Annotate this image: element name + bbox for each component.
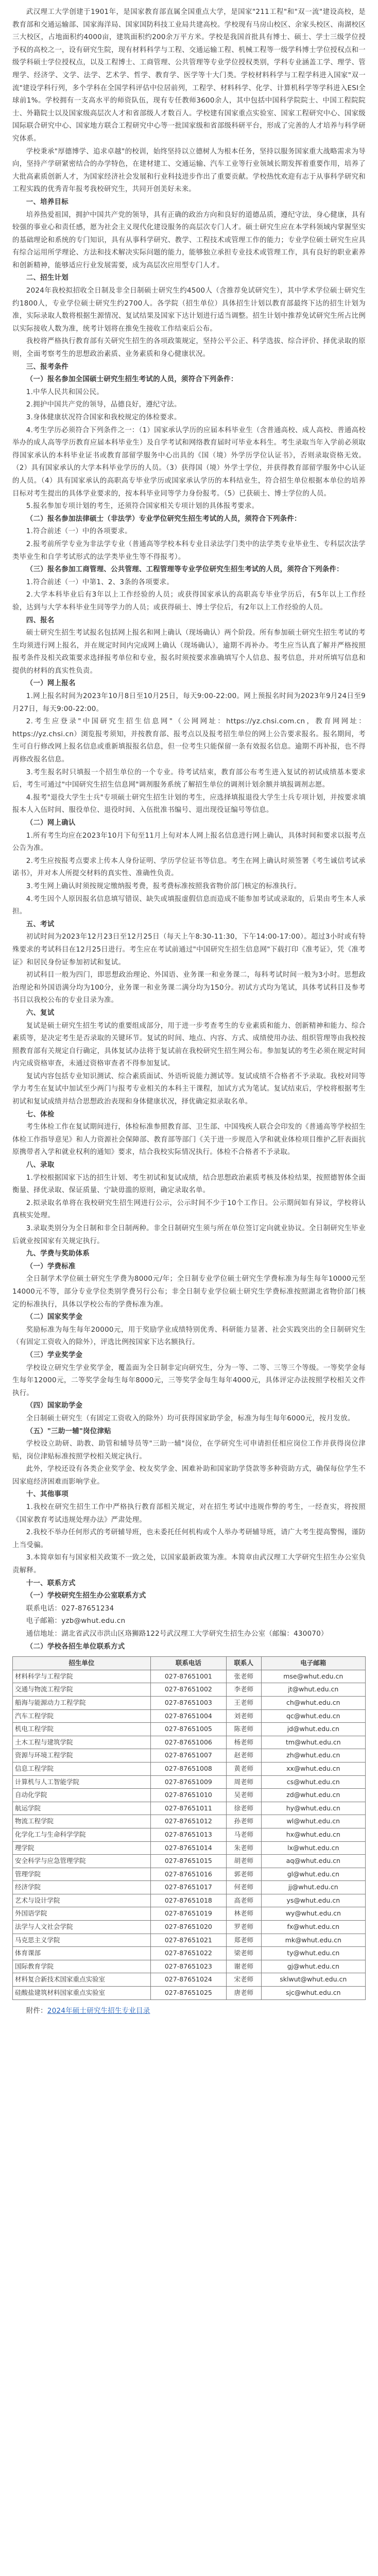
table-row [13, 1960, 366, 1973]
subsection-heading: （二）学校各招生单位联系方式 [26, 1642, 125, 1651]
table-cell: 027-87651001 [150, 1670, 226, 1683]
table-cell: 自动化学院 [13, 1789, 151, 1802]
table-cell: 交通与物流工程学院 [13, 1683, 151, 1697]
section-paragraph: 我校将严格执行教育部有关研究生招生的各项政策规定，坚持公平公正、科学选拔、综合评价、择优录取的原则，全面考察考生的思想政治素质、业务素质和身心健康状况。 [12, 337, 366, 359]
table-cell: 梁老师 [226, 1947, 261, 1960]
table-row [13, 1775, 366, 1789]
subsection-heading: （一）学费标准 [26, 1262, 76, 1270]
table-cell: 经济学院 [13, 1881, 151, 1894]
table-cell[interactable]: mk@whut.edu.cn [261, 1934, 365, 1947]
section-heading: 一、培养目标 [26, 198, 68, 206]
table-row [13, 1894, 366, 1907]
section-paragraph: 2.我校不举办任何形式的考研辅导班，也未委托任何机构或个人举办考研辅导班，请广大考生提高警惕，谨防上当受骗。 [12, 1529, 366, 1549]
table-row [13, 1947, 366, 1960]
table-header-cell: 电子邮箱 [261, 1657, 365, 1670]
attachment-line [12, 2005, 366, 2018]
table-cell[interactable]: zd@whut.edu.cn [261, 1789, 365, 1802]
section-paragraph: 初试科目一般为四门，即思想政治理论、外国语、业务课一和业务课二，每科考试时间一般为3小时。思想政治理论和外国语满分均为100分，业务课一和业务课二满分均为150分。初试方式均为笔试，具体考试科目及参考书目以我校公布的专业目录为准。 [12, 971, 366, 1005]
table-cell[interactable]: ch@whut.edu.cn [261, 1696, 365, 1709]
section-heading: 二、招生计划 [26, 274, 68, 282]
table-row [13, 1815, 366, 1828]
table-cell: 027-87651016 [150, 1868, 226, 1881]
table-cell: 027-87651021 [150, 1934, 226, 1947]
table-cell[interactable]: mse@whut.edu.cn [261, 1670, 365, 1683]
subsection-paragraph: 2.拥护中国共产党的领导，品德良好，遵纪守法。 [26, 401, 181, 409]
subsection-paragraph: 4.考生学历必须符合下列条件之一：（1）国家承认学历的应届本科毕业生（含普通高校、成人高校、普通高校举办的成人高等学历教育应届本科毕业生）及自学考试和网络教育届时可毕业本科生。考生录取当年入学前必须取得国家承认的本科毕业证书或教育部留学服务中心出具的《国（境）外学历学位认证书》，否则录取资格无效。（2）具有国家承认的大学本科毕业学历的人员。（3）获得国（境）外学士学位，并获得教育部留学服务中心认证的人员。（4）具有国家承认的高职高专毕业学历或国家承认学历的本科结业生，符合招生单位根据本单位的培养目标对考生提出的具体学业要求的，按本科毕业同等学力身份报考。（5）已获硕士、博士学位的人员。 [12, 426, 366, 498]
table-cell: 027-87651003 [150, 1696, 226, 1709]
table-cell[interactable]: hx@whut.edu.cn [261, 1828, 365, 1841]
table-cell: 管理学院 [13, 1868, 151, 1881]
subsection-paragraph: 2.考生应登录"中国研究生招生信息网"（公网网址：https://yz.chsi.com.cn，教育网网址：https://yz.chsi.cn）浏览报考须知，并按教育部、报考点以及报考招生单位的网上公告要求报名。报名期间，考生可自行修改网上报名信息或重新填报报名信息，但一位考生只能保留一条有效报名信息。逾期不再补报，也不得再修改报名信息。 [12, 718, 366, 764]
table-cell: 信息工程学院 [13, 1762, 151, 1775]
subsection-paragraph: 1.中华人民共和国公民。 [26, 388, 104, 396]
table-cell[interactable]: hy@whut.edu.cn [261, 1802, 365, 1815]
subsection-heading: （一）学校研究生招生办公室联系方式 [26, 1592, 146, 1600]
table-row [13, 1762, 366, 1775]
table-cell: 郭老师 [226, 1868, 261, 1881]
table-cell: 027-87651025 [150, 1987, 226, 2000]
table-cell[interactable]: ty@whut.edu.cn [261, 1947, 365, 1960]
table-cell[interactable]: tm@whut.edu.cn [261, 1736, 365, 1749]
table-row [13, 1736, 366, 1749]
table-cell: 体育课部 [13, 1947, 151, 1960]
table-cell: 027-87651012 [150, 1815, 226, 1828]
table-row [13, 1921, 366, 1934]
table-cell: 化学化工与生命科学学院 [13, 1828, 151, 1841]
table-row [13, 1881, 366, 1894]
table-row [13, 1828, 366, 1841]
table-cell: 刘老师 [226, 1709, 261, 1723]
table-row [13, 1868, 366, 1881]
subsection-paragraph: 通信地址：湖北省武汉市洪山区珞狮路122号武汉理工大学研究生招生办公室（邮编：430070） [26, 1630, 328, 1638]
subsection-paragraph: 全日制硕士研究生（有固定工资收入的除外）均可获得国家助学金，标准为每生每年6000元，按月发放。 [26, 1414, 355, 1422]
section-heading: 八、录取 [26, 1161, 55, 1170]
table-cell: 027-87651020 [150, 1921, 226, 1934]
table-row [13, 1841, 366, 1855]
table-row [13, 1670, 366, 1683]
table-cell: 027-87651015 [150, 1855, 226, 1868]
table-cell: 汽车工程学院 [13, 1709, 151, 1723]
contact-table [12, 1656, 366, 1999]
table-cell: 027-87651004 [150, 1709, 226, 1723]
table-cell: 徐老师 [226, 1802, 261, 1815]
table-cell: 机电工程学院 [13, 1723, 151, 1736]
table-cell[interactable]: lx@whut.edu.cn [261, 1841, 365, 1855]
table-header-cell: 联系人 [226, 1657, 261, 1670]
section-paragraph: 初试时间为2023年12月23日至12月25日（每天上午8:30-11:30，下午14:00-17:00）。超过3小时或有特殊要求的考试科目在12月25日进行。考生应在考试前通过"中国研究生招生信息网"下载打印《准考证》，凭《准考证》和居民身份证参加初试和复试。 [12, 933, 366, 967]
table-cell: 027-87651013 [150, 1828, 226, 1841]
subsection-paragraph: 3.考生报名时只填报一个招生单位的一个专业。待考试结束，教育部公布考生进入复试的初试成绩基本要求后，考生可通过"中国研究生招生信息网"调剂服务系统了解招生单位的调剂计划余额并填报调剂志愿。 [12, 768, 366, 789]
table-cell: 张老师 [226, 1670, 261, 1683]
subsection-paragraph: 1.网上报名时间为2023年10月8日至10月25日，每天9:00-22:00。网上预报名时间为2023年9月24日至9月27日，每天9:00-22:00。 [12, 692, 366, 713]
table-cell: 外国语学院 [13, 1907, 151, 1921]
table-cell: 罗老师 [226, 1921, 261, 1934]
subsection-paragraph: 1.符合前述（一）中第1、2、3条的各项要求。 [26, 578, 174, 586]
section-heading: 十一、联系方式 [26, 1579, 76, 1587]
table-cell: 027-87651002 [150, 1683, 226, 1697]
table-cell[interactable]: aq@whut.edu.cn [261, 1855, 365, 1868]
subsection-paragraph: 1.所有考生均应在2023年10月下旬至11月上旬对本人网上报名信息进行网上确认，具体时间和要求以报考点公告为准。 [12, 832, 366, 853]
subsection-heading: （二）报名参加法律硕士（非法学）专业学位研究生招生考试的人员，须符合下列条件： [26, 515, 301, 523]
section-paragraph: 硕士研究生招生考试报名包括网上报名和网上确认（现场确认）两个阶段。所有参加硕士研究生招生考试的考生均须进行网上报名，并在规定时间内完成网上确认（现场确认），逾期不再补办。考生应当认真了解并严格按照报考条件及相关政策要求选择报考单位和专业，报名时须按要求准确填写个人信息、报考信息，并对所填写信息和提供的材料的真实性负责。 [12, 629, 366, 675]
table-cell[interactable]: qc@whut.edu.cn [261, 1709, 365, 1723]
section-heading: 六、复试 [26, 1009, 55, 1017]
table-header-cell: 联系电话 [150, 1657, 226, 1670]
table-row [13, 1749, 366, 1762]
table-cell: 黄老师 [226, 1762, 261, 1775]
subsection-heading: （二）网上确认 [26, 819, 76, 827]
section-paragraph: 考生体检工作在复试期间进行，体检标准参照教育部、卫生部、中国残疾人联合会印发的《普通高等学校招生体检工作指导意见》和人力资源社会保障部、教育部等部门《关于进一步规范入学和就业体检项目维护乙肝表面抗原携带者入学和就业权利的通知》要求，结合我校实际情况执行。体检不合格者不予录取。 [12, 1123, 366, 1157]
table-cell: 赵老师 [226, 1749, 261, 1762]
table-cell: 陈老师 [226, 1723, 261, 1736]
table-row [13, 1987, 366, 2000]
subsection-paragraph: 此外，学校还设有各类企业奖学金、校友奖学金、困难补助和国家助学贷款等多种资助方式，确保每位学生不因家庭经济困难而影响学业。 [12, 1465, 366, 1486]
table-cell: 硅酸盐建筑材料国家重点实验室 [13, 1987, 151, 2000]
section-paragraph: 复试是硕士研究生招生考试的重要组成部分，用于进一步考查考生的专业素质和能力、创新精神和能力、综合素质等，是决定考生是否录取的关键环节。复试的时间、地点、内容、方式、成绩使用办法、组织管理等由我校按照教育部有关规定自行确定，具体复试办法将于复试前在我校研究生招生网公布。参加复试的考生必须在规定时间内完成资格审查，未通过资格审查者不得参加复试。 [12, 1022, 366, 1068]
table-cell: 马克思主义学院 [13, 1934, 151, 1947]
table-cell: 船海与能源动力工程学院 [13, 1696, 151, 1709]
section-paragraph: 1.我校在研究生招生工作中严格执行教育部相关规定，对在招生考试中违规作弊的考生，一经查实，将按照《国家教育考试违规处理办法》严肃处理。 [12, 1503, 366, 1524]
table-cell: 027-87651006 [150, 1736, 226, 1749]
table-cell[interactable]: sklwut@whut.edu.cn [261, 1973, 365, 1987]
table-cell[interactable]: zh@whut.edu.cn [261, 1749, 365, 1762]
table-cell: 材料复合新技术国家重点实验室 [13, 1973, 151, 1987]
table-cell: 谢老师 [226, 1960, 261, 1973]
table-cell: 027-87651014 [150, 1841, 226, 1855]
table-row [13, 1723, 366, 1736]
subsection-paragraph: 学校设立助研、助教、助管和辅导员等"三助一辅"岗位，在学研究生可申请担任相应岗位工作并获得岗位津贴，岗位津贴标准按照学校相关规定执行。 [12, 1440, 366, 1461]
subsection-paragraph: 5.报名参加专项计划的考生，还须符合国家相关专项计划的具体报考要求。 [26, 502, 259, 511]
table-cell: 何老师 [226, 1881, 261, 1894]
table-cell: 杨老师 [226, 1736, 261, 1749]
table-cell: 027-87651019 [150, 1907, 226, 1921]
table-cell: 027-87651017 [150, 1881, 226, 1894]
table-cell: 计算机与人工智能学院 [13, 1775, 151, 1789]
table-cell[interactable]: gl@whut.edu.cn [261, 1868, 365, 1881]
subsection-heading: （三）学业奖学金 [26, 1351, 83, 1359]
table-row [13, 1709, 366, 1723]
subsection-paragraph: 2.大学本科毕业后有3年以上工作经验的人员；或获得国家承认的高职高专毕业学历后，有5年以上工作经验，达到与大学本科毕业生同等学力的人员；或获得硕士、博士学位后，有2年以上工作经验的人员。 [12, 591, 366, 612]
table-cell[interactable]: jt@whut.edu.cn [261, 1683, 365, 1697]
intro-paragraph: 武汉理工大学创建于1901年，是国家教育部直属全国重点大学，是国家"211工程"和"双一流"建设高校，是教育部和交通运输部、国家海洋局、国家国防科技工业局共建高校。学校现有马房山校区、余家头校区、南湖校区三大校区，占地面积约4000亩，建筑面积约200余万平方米。学校是我国首批具有博士、硕士、学士三级学位授予权的高校之一，设有研究生院，现有材料科学与工程、交通运输工程、机械工程等一级学科博士学位授权点和一级学科硕士学位授权点，以及工程博士、工商管理、公共管理等专业学位授权类别，学科专业涵盖工学、理学、管理学、经济学、文学、法学、艺术学、哲学、教育学、医学等十大门类。学校材料科学与工程学科进入国家"双一流"建设学科行列，多个学科在全国学科评估中位居前列，工程学、材料科学、化学、计算机科学等学科进入ESI全球前1%。学校拥有一支高水平的师资队伍，现有专任教师3600余人，其中包括中国科学院院士、中国工程院院士、外籍院士以及国家级高层次人才和省部级人才数百人。学校建有国家重点实验室、国家工程研究中心、国家级国际联合研究中心、国家地方联合工程研究中心等一批国家级和省部级科研平台，形成了完善的人才培养与科学研究体系。 [12, 8, 366, 143]
table-cell: 李老师 [226, 1683, 261, 1697]
table-cell: 027-87651009 [150, 1775, 226, 1789]
table-row [13, 1934, 366, 1947]
table-cell: 物流工程学院 [13, 1815, 151, 1828]
section-paragraph: 复试内容包括专业知识测试、综合素质面试、外语听说能力测试等。复试成绩不合格者不予录取。我校对同等学力考生在复试中加试至少两门与报考专业相关的本科主干课程，加试方式为笔试。复试结束后，学校将根据考生初试和复试成绩并结合思想政治表现和身体健康状况，择优确定拟录取名单。 [12, 1072, 366, 1106]
table-cell[interactable]: wy@whut.edu.cn [261, 1907, 365, 1921]
table-cell: 027-87651011 [150, 1802, 226, 1815]
table-cell[interactable]: xx@whut.edu.cn [261, 1762, 365, 1775]
table-row [13, 1855, 366, 1868]
table-cell[interactable]: fx@whut.edu.cn [261, 1921, 365, 1934]
table-cell: 周老师 [226, 1775, 261, 1789]
table-cell: 法学与人文社会学院 [13, 1921, 151, 1934]
table-cell[interactable]: sjc@whut.edu.cn [261, 1987, 365, 2000]
table-cell: 土木工程与建筑学院 [13, 1736, 151, 1749]
table-cell[interactable]: gj@whut.edu.cn [261, 1960, 365, 1973]
table-cell: 027-87651005 [150, 1723, 226, 1736]
subsection-paragraph: 全日制学术学位硕士研究生学费为8000元/年；全日制专业学位硕士研究生学费标准为每生每年10000元至14000元不等，部分专业学位类别学费另行公布；非全日制专业学位硕士研究生学费标准按照湖北省物价部门核定的标准执行，具体以学校公布的学费标准为准。 [12, 1275, 366, 1309]
table-cell: 027-87651010 [150, 1789, 226, 1802]
subsection-heading: （一）报名参加全国硕士研究生招生考试的人员，须符合下列条件： [26, 376, 238, 384]
section-paragraph: 3.录取类别分为全日制和非全日制两种。非全日制研究生须与所在单位签订定向就业协议。全日制研究生毕业后就业按国家有关规定执行。 [12, 1225, 366, 1245]
table-row [13, 1802, 366, 1815]
table-row [13, 1696, 366, 1709]
table-cell: 唐老师 [226, 1987, 261, 2000]
section-heading: 五、考试 [26, 920, 55, 928]
section-heading: 十、其他事项 [26, 1490, 68, 1499]
table-cell: 航运学院 [13, 1802, 151, 1815]
table-row [13, 1973, 366, 1987]
attachment-label: 附件： [26, 2007, 47, 2015]
table-cell: 宋老师 [226, 1973, 261, 1987]
table-cell: 艺术与设计学院 [13, 1894, 151, 1907]
section-paragraph: 2.拟录取名单将在我校研究生招生网进行公示，公示时间不少于10个工作日。公示期间如有异议，学校将认真核实处理。 [12, 1199, 366, 1220]
table-header-cell: 招生单位 [13, 1657, 151, 1670]
subsection-heading: （一）网上报名 [26, 680, 76, 688]
table-cell: 林老师 [226, 1907, 261, 1921]
subsection-heading: （二）国家奖学金 [26, 1313, 83, 1321]
section-heading: 四、报名 [26, 616, 55, 624]
subsection-paragraph: 3.身体健康状况符合国家和我校规定的体检要求。 [26, 414, 181, 421]
table-cell[interactable]: cs@whut.edu.cn [261, 1775, 365, 1789]
table-cell: 胡老师 [226, 1855, 261, 1868]
subsection-paragraph: 4.报考"退役大学生士兵"专项硕士研究生招生计划的考生，应选择填报退役大学生士兵专项计划，并按要求填报本人入伍时间、服役单位、退役时间、入伍批准书编号、退出现役证编号等信息。 [12, 793, 366, 815]
section-paragraph: 1.学校根据国家下达的招生计划、考生初试和复试成绩，结合思想政治素质考核及体检结果，按照德智体全面衡量、择优录取、保证质量、宁缺毋滥的原则，确定录取名单。 [12, 1174, 366, 1195]
table-cell: 027-87651018 [150, 1894, 226, 1907]
subsection-heading: （四）国家助学金 [26, 1402, 83, 1410]
section-heading: 三、报考条件 [26, 363, 68, 371]
table-cell: 理学院 [13, 1841, 151, 1855]
table-cell: 027-87651008 [150, 1762, 226, 1775]
table-cell: 吴老师 [226, 1789, 261, 1802]
table-cell: 027-87651023 [150, 1960, 226, 1973]
subsection-paragraph: 学校设立研究生学业奖学金，覆盖面为全日制非定向研究生，分为一等、二等、三等三个等级。一等奖学金每生每年12000元，二等奖学金每生每年8000元，三等奖学金每生每年4000元，具体评定办法按照学校相关文件执行。 [12, 1364, 366, 1397]
table-cell: 027-87651024 [150, 1973, 226, 1987]
section-heading: 九、学费与奖助体系 [26, 1250, 90, 1258]
subsection-paragraph: 奖励标准为每生每年20000元，用于奖励学业成绩特别优秀、科研能力显著、社会实践突出的全日制研究生（有固定工资收入的除外），评选比例按国家下达名额执行。 [12, 1326, 366, 1347]
intro-paragraph: 学校秉承"厚德博学、追求卓越"的校训，始终坚持以立德树人为根本任务，坚持以服务国家重大战略需求为导向，坚持产学研紧密结合的办学特色，在建材建工、交通运输、汽车工业等行业领域长期发挥着重要作用，培养了大批高素质创新人才，为国家经济社会发展和行业科技进步作出了重要贡献。学校热忱欢迎有志于从事科学研究和工程实践的优秀青年报考我校研究生，共同开创美好未来。 [12, 147, 366, 194]
section-paragraph: 培养热爱祖国，拥护中国共产党的领导，具有正确的政治方向和良好的道德品质，遵纪守法，身心健康，具有较强的事业心和责任感，愿为社会主义现代化建设服务的高层次专门人才。硕士研究生应在本学科领域内掌握坚实的基础理论和系统的专门知识，具有从事科学研究、教学、工程技术或管理工作的能力；专业学位硕士研究生应具有综合运用所学理论、方法和技术解决实际问题的能力，能够独立承担专业技术或管理工作，具有良好的职业素养和创新精神，能够适应行业发展需要，成为高层次应用型专门人才。 [12, 211, 366, 269]
table-cell[interactable]: jj@whut.edu.cn [261, 1881, 365, 1894]
subsection-paragraph: 4.考生因个人原因报名信息填写错误、缺失或填报虚假信息而造成不能参加考试或录取的，后果由考生本人承担。 [12, 895, 366, 916]
subsection-paragraph: 2.报考前所学专业为非法学专业（普通高等学校本科专业目录法学门类中的法学类专业毕业生、专科层次法学类毕业生和自学考试形式的法学类毕业生等不得报考）。 [12, 540, 366, 561]
table-cell: 马老师 [226, 1828, 261, 1841]
table-row [13, 1789, 366, 1802]
table-cell: 郑老师 [226, 1934, 261, 1947]
subsection-paragraph: 3.考生网上确认时须按规定缴纳报考费，报考费标准按照我省物价部门核定的标准执行。 [26, 882, 301, 890]
table-cell: 孙老师 [226, 1815, 261, 1828]
subsection-paragraph: 1.符合前述（一）中的各项要求。 [26, 528, 132, 536]
table-cell: 027-87651022 [150, 1947, 226, 1960]
table-cell: 027-87651007 [150, 1749, 226, 1762]
subsection-paragraph: 2.考生应按报考点要求上传本人身份证明、学历学位证书等信息。考生在网上确认时须签署《考生诚信考试承诺书》，并对本人所提交材料的真实性、准确性负责。 [12, 857, 366, 878]
table-row [13, 1683, 366, 1697]
subsection-heading: （三）报名参加工商管理、公共管理、工程管理等专业学位研究生招生考试的人员，须符合下列条件： [26, 566, 343, 574]
table-cell: 安全科学与应急管理学院 [13, 1855, 151, 1868]
subsection-paragraph: 联系电话：027-87651234 [26, 1604, 114, 1613]
table-cell: 朱老师 [226, 1841, 261, 1855]
table-cell: 高老师 [226, 1894, 261, 1907]
table-cell: 国际教育学院 [13, 1960, 151, 1973]
table-header-row [13, 1657, 366, 1670]
subsection-paragraph: 电子邮箱：yzb@whut.edu.cn [26, 1617, 126, 1625]
subsection-heading: （五）"三助一辅"岗位津贴 [26, 1427, 111, 1435]
section-paragraph: 2024年我校拟招收全日制及非全日制硕士研究生约4500人（含推荐免试研究生），其中学术学位硕士研究生约1800人，专业学位硕士研究生约2700人。各学院（招生单位）具体招生计划以教育部最终下达的招生计划为准，实际录取人数将根据生源情况、复试结果及国家下达计划进行适当调整。招生计划中推荐免试研究生所占比例以实际接收人数为准，统考计划将在推免生接收工作结束后公布。 [12, 287, 366, 333]
table-cell: 材料科学与工程学院 [13, 1670, 151, 1683]
table-cell: 王老师 [226, 1696, 261, 1709]
table-row [13, 1907, 366, 1921]
section-paragraph: 3.本简章如有与国家相关政策不一致之处，以国家最新政策为准。本简章由武汉理工大学研究生招生办公室负责解释。 [12, 1554, 366, 1575]
section-heading: 七、体检 [26, 1110, 55, 1118]
table-cell: 资源与环境工程学院 [13, 1749, 151, 1762]
table-cell[interactable]: ys@whut.edu.cn [261, 1894, 365, 1907]
table-cell[interactable]: wl@whut.edu.cn [261, 1815, 365, 1828]
attachment-link[interactable]: 2024年硕士研究生招生专业目录 [47, 2007, 150, 2015]
table-cell[interactable]: jd@whut.edu.cn [261, 1723, 365, 1736]
